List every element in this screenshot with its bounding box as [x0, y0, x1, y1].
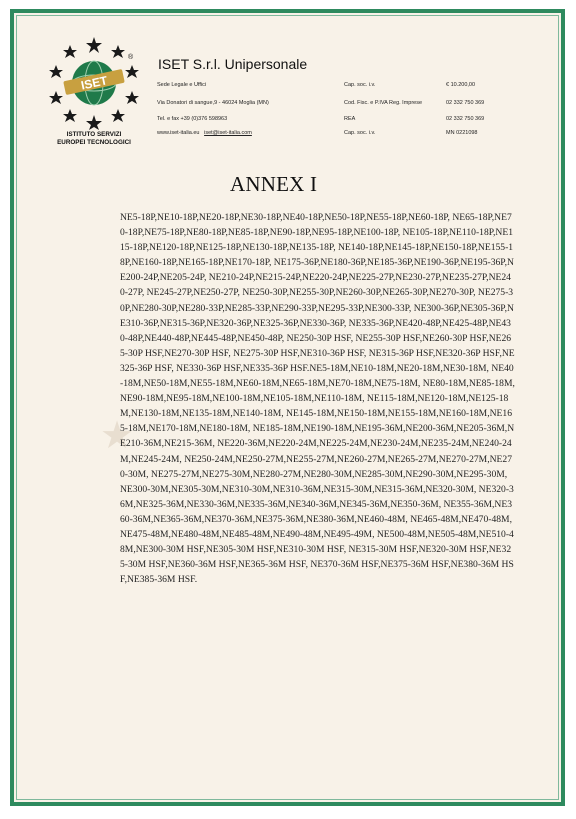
capital-label: Cap. soc. i.v. — [344, 82, 376, 88]
logo-subtitle-line2: EUROPEI TECNOLOGICI — [57, 138, 131, 146]
email-link[interactable]: iset@iset-italia.com — [204, 130, 252, 136]
logo-subtitle-line1: ISTITUTO SERVIZI — [66, 131, 122, 138]
capital-value: € 10.200,00 — [446, 82, 476, 88]
registration-value: MN 0221098 — [446, 130, 478, 136]
logo-subtitle — [48, 131, 140, 146]
address-line: Via Donatori di sangue,9 - 46024 Moglia (MN) — [157, 100, 269, 106]
logo-wordmark: ISET — [79, 73, 109, 93]
document-page — [10, 9, 565, 806]
iset-logo — [48, 35, 140, 155]
company-name: ISET S.r.l. Unipersonale — [158, 56, 308, 72]
tax-code-value: 02 332 750 369 — [446, 100, 485, 106]
registered-mark: ® — [128, 54, 134, 61]
annex-title: ANNEX I — [230, 172, 318, 196]
stars-globe-icon — [48, 35, 140, 131]
phone-line: Tel. e fax +39 (0)376 598963 — [157, 116, 228, 122]
capital-label-2: Cap. soc. i.v. — [344, 130, 376, 136]
address-label: Sede Legale e Uffici — [157, 82, 207, 88]
tax-code-label: Cod. Fisc. e P.IVA Reg. Imprese — [344, 100, 423, 106]
rea-value: 02 332 750 369 — [446, 116, 485, 122]
star-watermark-icon: ★ — [100, 415, 135, 457]
website-text: www.iset-italia.eu — [157, 130, 200, 136]
web-email-line — [157, 130, 252, 136]
model-list-text: NE5-18P,NE10-18P,NE20-18P,NE30-18P,NE40-18P,NE50-18P,NE55-18P,NE60-18P, NE65-18P,NE70-18P,NE75-18P,NE80-18P,NE85-18P,NE90-18P,NE95-18P,NE100-18P, NE105-18P,NE110-18P,NE115-18P,NE120-18P,NE125-18P,NE130-18P,NE135-18P, NE140-18P,NE145-18P,NE150-18P,NE155-18P,NE160-18P,NE165-18P,NE170-18P, NE175-36P,NE180-36P,NE185-36P,NE190-36P,NE195-36P,NE200-24P,NE205-24P, NE210-24P,NE215-24P,NE220-24P,NE225-27P,NE230-27P,NE235-27P,NE240-27P, NE245-27P,NE250-27P, NE250-30P,NE255-30P,NE260-30P,NE265-30P,NE270-30P, NE275-30P,NE280-30P,NE280-33P,NE285-33P,NE290-33P,NE295-33P,NE300-33P, NE300-36P,NE305-36P,NE310-36P,NE315-36P,NE320-36P,NE325-36P,NE330-36P, NE335-36P,NE420-48P,NE425-48P,NE430-48P,NE440-48P,NE445-48P,NE450-48P, NE250-30P HSF, NE255-30P HSF,NE260-30P HSF,NE265-30P HSF,NE270-30P HSF, NE275-30P HSF,NE310-36P HSF, NE315-36P HSF,NE320-36P HSF,NE325-36P HSF, NE330-36P HSF,NE335-36P HSF.NE5-18M,NE10-18M,NE20-18M,NE30-18M, NE40-18M,NE50-18M,NE55-18M,NE60-18M,NE65-18M,NE70-18M,NE75-18M, NE80-18M,NE85-18M,NE90-18M,NE95-18M,NE100-18M,NE105-18M,NE110-18M, NE115-18M,NE120-18M,NE125-18M,NE130-18M,NE135-18M,NE140-18M, NE145-18M,NE150-18M,NE155-18M,NE160-18M,NE165-18M,NE170-18M,NE180-18M, NE185-18M,NE190-18M,NE195-36M,NE200-36M,NE205-36M,NE210-36M,NE215-36M, NE220-36M,NE220-24M,NE225-24M,NE230-24M,NE235-24M,NE240-24M,NE245-24M, NE250-24M,NE250-27M,NE255-27M,NE260-27M,NE265-27M,NE270-27M,NE270-30M, NE275-27M,NE275-30M,NE280-27M,NE280-30M,NE285-30M,NE290-30M,NE295-30M, NE300-30M,NE305-30M,NE310-30M,NE310-36M,NE315-30M,NE315-36M,NE320-30M, NE320-36M,NE325-36M,NE330-36M,NE335-36M,NE340-36M,NE345-36M,NE350-36M, NE355-36M,NE360-36M,NE365-36M,NE370-36M,NE375-36M,NE380-36M,NE460-48M, NE465-48M,NE470-48M,NE475-48M,NE480-48M,NE485-48M,NE490-48M,NE495-49M, NE500-48M,NE505-48M,NE510-48M,NE300-30M HSF,NE305-30M HSF,NE310-30M HSF, NE315-30M HSF,NE320-30M HSF,NE325-30M HSF,NE360-36M HSF,NE365-36M HSF, NE370-36M HSF,NE375-36M HSF,NE380-36M HSF,NE385-36M HSF. — [120, 212, 515, 586]
rea-label: REA — [344, 116, 356, 122]
